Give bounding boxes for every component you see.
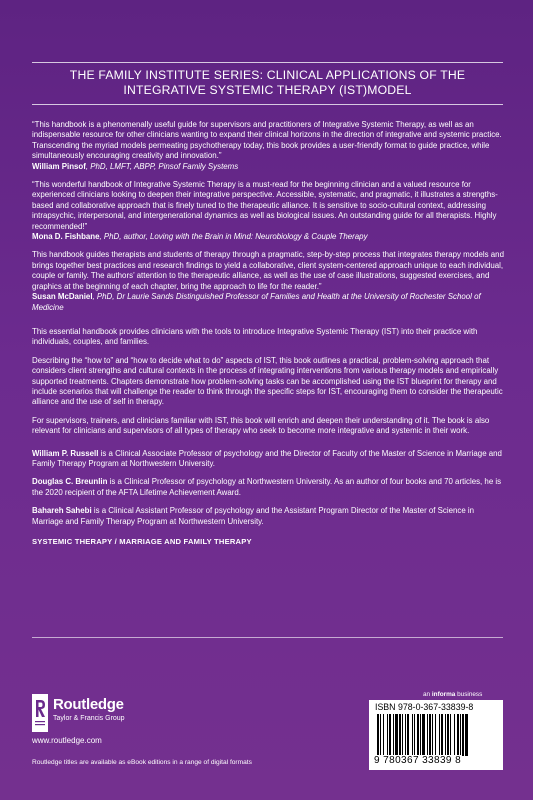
endorser-credit: , PhD, Dr Laurie Sands Distinguished Professor of Families and Health at the University of Rochester School of Medicine	[32, 292, 481, 312]
endorsement-text: “This handbook is a phenomenally useful guide for supervisors and practitioners of Integrative Systemic Therapy, as well as an indispensable resource for other clinicians wanting to expand their clinical horizons in the direction of integrative and systemic practice. Transcending the myriad models permeating psychotherapy today, this book provides a user-friendly format to guide practice, while simultaneously encouraging creativity and innovation.”	[32, 120, 502, 161]
publisher-logo	[32, 694, 182, 734]
author-bio	[32, 477, 504, 498]
publisher-url: www.routledge.com	[32, 736, 102, 745]
routledge-r-icon	[32, 694, 48, 732]
description-paragraph: For supervisors, trainers, and clinicians familiar with IST, this book will enrich and deepen their understanding of it. The book is also relevant for clinicians and supervisors of all types of therapy who seek to become more integrative and systemic in their work.	[32, 415, 490, 436]
publisher-name: Routledge	[53, 696, 124, 713]
endorser-credit: , PhD, author, Loving with the Brain in Mind: Neurobiology & Couple Therapy	[99, 232, 368, 242]
informa-tagline: an informa business	[423, 691, 483, 698]
description-paragraph: This essential handbook provides clinicians with the tools to introduce Integrative Systemic Therapy (IST) into their practice with individuals, couples, and families.	[32, 326, 478, 347]
subject-category: SYSTEMIC THERAPY / MARRIAGE AND FAMILY THERAPY	[32, 537, 252, 546]
divider	[32, 637, 503, 638]
endorsement-text: This handbook guides therapists and students of therapy through a pragmatic, step-by-step process that integrates therapy models and brings together best practices and research findings to yield a collaborative, client system-centered approach unique to each individual, couple or family. The authors’ attention to the therapeutic alliance, as well as the use of case illustrations, suggested exercises, and graphics at the beginning of each chapter, bring the approach to life for the reader.”	[32, 250, 504, 291]
isbn-barcode-box	[369, 700, 503, 770]
author-bio-text: is a Clinical Professor of psychology at Northwestern University. As an author of four books and 70 articles, he is the 2020 recipient of the AFTA Lifetime Achievement Award.	[32, 477, 502, 497]
endorser-name: Susan McDaniel	[32, 292, 93, 302]
author-name: Bahareh Sahebi	[32, 506, 92, 516]
author-bio-text: is a Clinical Associate Professor of psychology and the Director of Faculty of the Master of Science in Marriage and Family Therapy Program at Northwestern University.	[32, 448, 502, 468]
barcode-icon	[375, 714, 498, 756]
informa-brand: informa	[431, 691, 456, 698]
cover-text	[32, 120, 504, 546]
endorser-name: Mona D. Fishbane	[32, 232, 100, 242]
series-title-line-2: INTEGRATIVE SYSTEMIC THERAPY (IST)MODEL	[123, 83, 412, 97]
author-bio-text: is a Clinical Assistant Professor of psychology and the Assistant Program Director of the Master of Science in Marriage and Family Therapy Program at Northwestern University.	[32, 506, 475, 526]
author-name: William P. Russell	[32, 448, 99, 458]
barcode-number: 9 780367 33839 8	[374, 755, 462, 766]
description-paragraph: Describing the “how to” and “how to decide what to do” aspects of IST, this book outlines a practical, problem-solving approach that considers client strengths and cultural contexts in the process of integrating interventions from various therapy models and empirically supported treatments. Chapters demonstrate how problem-solving tasks can be accomplished using the IST blueprint for therapy and include scenarios that will challenge the reader to think through the specific steps for IST, encouraging them to consider the therapeutic alliance and the use of self in therapy.	[32, 355, 503, 407]
author-bio	[32, 506, 504, 527]
series-banner	[32, 62, 503, 105]
endorsement	[32, 120, 504, 172]
endorsement-text: “This wonderful handbook of Integrative Systemic Therapy is a must-read for the beginning clinician and a valued resource for experienced clinicians looking to deepen their integrative perspective. Accessible, systematic, and pragmatic, it illustrates a strengths-based and collaborative approach that is finely tuned to the therapeutic alliance. It is sensitive to socio-cultural context, addressing intrapsychic, interpersonal, and intergenerational dynamics as well as biological issues. An outstanding guide for all therapists. Highly recommended!”	[32, 180, 498, 231]
isbn-label: ISBN 978-0-367-33839-8	[375, 702, 474, 712]
endorser-name: William Pinsof	[32, 161, 86, 171]
author-name: Douglas C. Breunlin	[32, 477, 108, 487]
endorser-credit: , PhD, LMFT, ABPP, Pinsof Family Systems	[85, 161, 239, 171]
endorsement	[32, 180, 504, 242]
series-title-line-1: THE FAMILY INSTITUTE SERIES: CLINICAL APPLICATIONS OF THE	[69, 68, 466, 82]
ebook-note: Routledge titles are available as eBook editions in a range of digital formats	[32, 759, 252, 766]
author-bio	[32, 449, 504, 470]
endorsement-signature	[32, 292, 504, 313]
endorsement-signature	[32, 232, 504, 242]
endorsement	[32, 250, 504, 312]
publisher-group: Taylor & Francis Group	[53, 715, 125, 722]
endorsement-signature	[32, 162, 504, 172]
